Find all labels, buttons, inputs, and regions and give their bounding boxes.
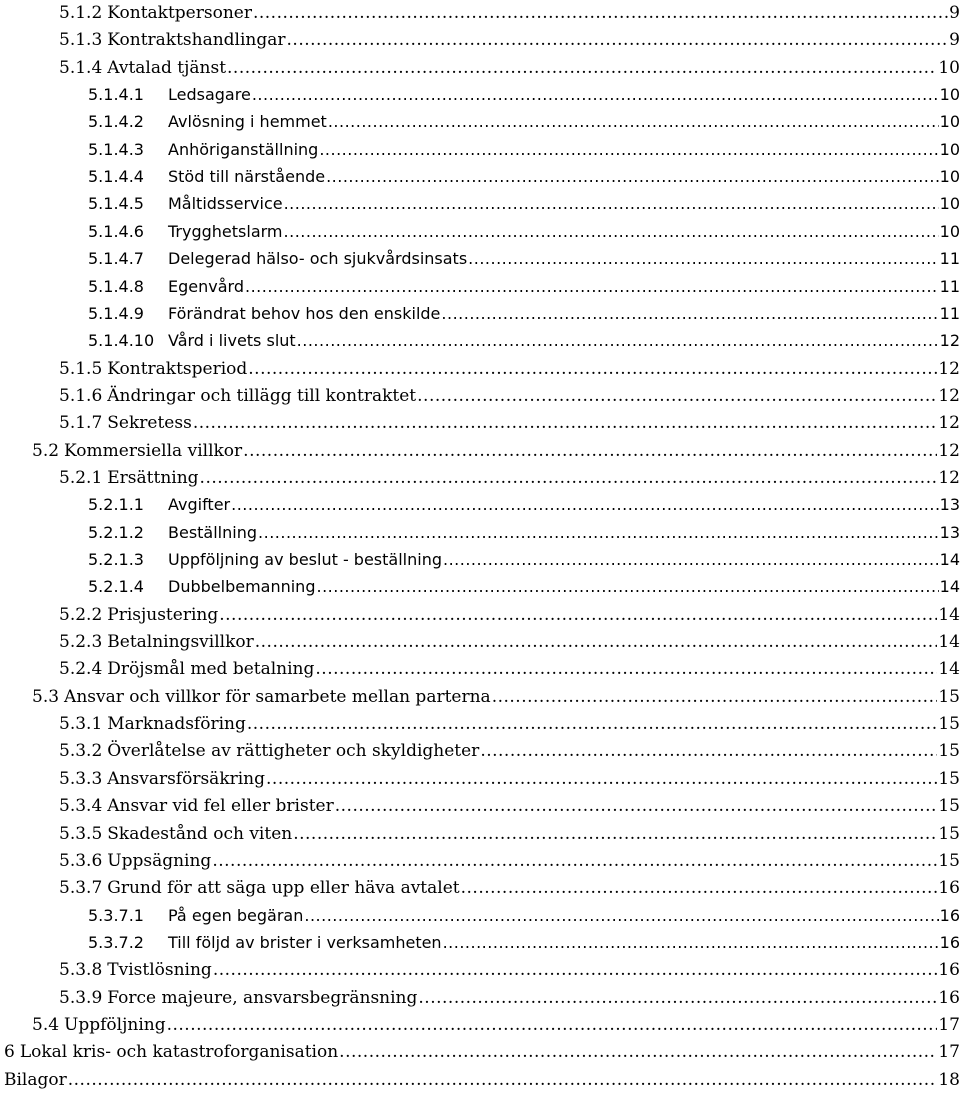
dot-leader bbox=[212, 847, 937, 875]
dot-leader bbox=[287, 26, 949, 54]
dot-leader bbox=[417, 382, 937, 410]
toc-entry-number: 5.3 bbox=[32, 686, 60, 707]
toc-entry[interactable] bbox=[59, 54, 960, 82]
toc-entry[interactable] bbox=[88, 300, 960, 328]
toc-entry[interactable] bbox=[59, 847, 960, 875]
toc-entry-page: 10 bbox=[938, 57, 960, 78]
toc-entry[interactable] bbox=[88, 573, 960, 601]
toc-entry-page: 14 bbox=[938, 659, 960, 680]
toc-entry-title: Kontraktshandlingar bbox=[107, 30, 286, 51]
dot-leader bbox=[253, 0, 948, 27]
toc-entry-title: Delegerad hälso- och sjukvårdsinsats bbox=[168, 249, 468, 269]
dot-leader bbox=[418, 984, 937, 1012]
toc-entry[interactable] bbox=[88, 136, 960, 164]
dot-leader bbox=[266, 765, 937, 793]
toc-entry[interactable] bbox=[59, 355, 960, 383]
toc-entry-title: Beställning bbox=[168, 522, 258, 542]
toc-entry-page: 18 bbox=[938, 1069, 960, 1090]
dot-leader bbox=[443, 546, 939, 574]
toc-entry-title: Vård i livets slut bbox=[168, 331, 296, 351]
toc-entry-number: 5.3.7.1 bbox=[88, 905, 144, 925]
toc-entry[interactable] bbox=[88, 546, 960, 574]
dot-leader bbox=[319, 136, 938, 164]
toc-entry-title: Överlåtelse av rättigheter och skyldigheter bbox=[107, 741, 480, 762]
toc-entry[interactable] bbox=[4, 1038, 960, 1066]
dot-leader bbox=[492, 683, 938, 711]
toc-entry-page: 9 bbox=[949, 3, 960, 23]
toc-entry-number: 5.2.4 bbox=[59, 659, 103, 680]
toc-entry-number: 5.1.4.8 bbox=[88, 276, 144, 296]
toc-entry[interactable] bbox=[59, 601, 960, 629]
toc-entry-page: 14 bbox=[938, 632, 960, 653]
toc-entry-title: Skadestånd och viten bbox=[107, 823, 293, 844]
toc-entry-number: 5.3.8 bbox=[59, 960, 103, 981]
dot-leader bbox=[200, 464, 938, 492]
toc-entry-title: Uppföljning bbox=[64, 1014, 166, 1035]
dot-leader bbox=[213, 956, 938, 984]
toc-entry[interactable] bbox=[59, 737, 960, 765]
toc-entry-title: Lokal kris- och katastroforganisation bbox=[19, 1042, 339, 1063]
toc-entry-number: 5.1.3 bbox=[59, 30, 103, 51]
toc-entry-title: Kontaktpersoner bbox=[107, 3, 252, 23]
toc-entry-page: 13 bbox=[939, 495, 960, 515]
toc-entry[interactable] bbox=[88, 519, 960, 547]
toc-entry-number: 5.1.4.5 bbox=[88, 194, 144, 214]
toc-entry[interactable] bbox=[32, 1011, 960, 1039]
toc-entry-title: Anhöriganställning bbox=[168, 139, 319, 159]
toc-entry[interactable] bbox=[59, 956, 960, 984]
toc-entry-page: 10 bbox=[939, 167, 960, 187]
dot-leader bbox=[480, 737, 937, 765]
toc-entry-page: 15 bbox=[938, 823, 960, 844]
dot-leader bbox=[219, 601, 937, 629]
dot-leader bbox=[248, 355, 937, 383]
dot-leader bbox=[293, 820, 937, 848]
toc-entry[interactable] bbox=[59, 874, 960, 902]
toc-entry-number: 5.3.7.2 bbox=[88, 932, 144, 952]
toc-entry-title: Avlösning i hemmet bbox=[168, 112, 327, 132]
toc-entry-title: Trygghetslarm bbox=[168, 221, 283, 241]
toc-entry-page: 10 bbox=[939, 112, 960, 132]
dot-leader bbox=[284, 218, 939, 246]
toc-entry-number: 5.1.4.1 bbox=[88, 85, 144, 105]
toc-entry[interactable] bbox=[88, 190, 960, 218]
toc-entry-title: Dröjsmål med betalning bbox=[107, 659, 315, 680]
dot-leader bbox=[328, 108, 939, 136]
toc-entry-title: Ändringar och tillägg till kontraktet bbox=[107, 385, 417, 406]
toc-entry-number: 5.2.1.4 bbox=[88, 577, 144, 597]
toc-entry-number: 5.2.1.2 bbox=[88, 522, 144, 542]
toc-entry-title: Force majeure, ansvarsbegränsning bbox=[107, 987, 418, 1008]
dot-leader bbox=[243, 437, 937, 465]
toc-entry-title: Ledsagare bbox=[168, 85, 251, 105]
toc-entry-page: 12 bbox=[938, 385, 960, 406]
toc-entry-page: 16 bbox=[938, 987, 960, 1008]
toc-entry-title: Ansvarsförsäkring bbox=[107, 768, 266, 789]
toc-entry[interactable] bbox=[88, 491, 960, 519]
toc-entry[interactable] bbox=[88, 218, 960, 246]
toc-entry-number: 5.2.1.3 bbox=[88, 550, 144, 569]
toc-entry[interactable] bbox=[59, 792, 960, 820]
toc-entry-title: Ersättning bbox=[107, 467, 199, 488]
dot-leader bbox=[441, 300, 938, 328]
dot-leader bbox=[247, 710, 938, 738]
toc-entry-number: 5.3.4 bbox=[59, 796, 103, 817]
toc-entry-page: 11 bbox=[939, 303, 960, 323]
toc-entry[interactable] bbox=[59, 710, 960, 738]
toc-entry-page: 15 bbox=[938, 741, 960, 762]
toc-entry-number: 5.2.1.1 bbox=[88, 495, 144, 515]
toc-entry-page: 14 bbox=[939, 577, 960, 597]
dot-leader bbox=[245, 273, 939, 301]
toc-entry-number: 5.2.2 bbox=[59, 604, 103, 625]
toc-entry-number: 5.1.4.10 bbox=[88, 331, 155, 351]
toc-entry-page: 15 bbox=[938, 686, 960, 707]
toc-entry-page: 12 bbox=[939, 331, 960, 351]
toc-entry-page: 15 bbox=[938, 714, 960, 735]
dot-leader bbox=[167, 1011, 938, 1039]
dot-leader bbox=[193, 409, 938, 437]
toc-entry-number: 5.3.2 bbox=[59, 741, 103, 762]
toc-entry[interactable] bbox=[88, 163, 960, 191]
toc-entry-page: 12 bbox=[938, 358, 960, 379]
toc-entry[interactable] bbox=[59, 0, 960, 27]
toc-entry[interactable] bbox=[59, 765, 960, 793]
toc-entry[interactable] bbox=[88, 929, 960, 957]
dot-leader bbox=[326, 163, 939, 191]
toc-entry[interactable] bbox=[59, 382, 960, 410]
toc-entry[interactable] bbox=[59, 628, 960, 656]
toc-entry-number: 5.2.3 bbox=[59, 632, 103, 653]
toc-entry-page: 13 bbox=[939, 522, 960, 542]
toc-entry[interactable] bbox=[59, 409, 960, 437]
toc-entry-title: Tvistlösning bbox=[107, 960, 212, 981]
toc-entry-title: På egen begäran bbox=[168, 905, 304, 925]
toc-entry-page: 16 bbox=[939, 905, 960, 925]
dot-leader bbox=[284, 190, 939, 218]
toc-entry-title: Förändrat behov hos den enskilde bbox=[168, 303, 441, 323]
toc-entry-title: Ansvar vid fel eller brister bbox=[107, 796, 334, 817]
toc-entry-page: 10 bbox=[939, 85, 960, 105]
toc-entry-number: 5.1.4.2 bbox=[88, 112, 144, 132]
dot-leader bbox=[468, 245, 938, 273]
toc-entry-page: 11 bbox=[939, 276, 960, 296]
toc-entry-number: 5.3.5 bbox=[59, 823, 103, 844]
toc-entry-title: Uppsägning bbox=[107, 850, 212, 871]
toc-entry[interactable] bbox=[88, 327, 960, 355]
toc-entry-page: 14 bbox=[939, 550, 960, 569]
toc-entry-title: Uppföljning av beslut - beställning bbox=[168, 550, 442, 569]
toc-entry[interactable] bbox=[88, 81, 960, 109]
toc-entry-page: 17 bbox=[938, 1014, 960, 1035]
toc-entry-title: Marknadsföring bbox=[107, 714, 246, 735]
dot-leader bbox=[339, 1038, 937, 1066]
toc-entry-title: Grund för att säga upp eller häva avtalet bbox=[107, 878, 460, 899]
toc-entry-page: 15 bbox=[938, 796, 960, 817]
dot-leader bbox=[316, 573, 938, 601]
toc-entry-page: 17 bbox=[938, 1042, 960, 1063]
toc-entry-number: 5.1.5 bbox=[59, 358, 103, 379]
toc-entry[interactable] bbox=[88, 902, 960, 930]
dot-leader bbox=[258, 519, 939, 547]
toc-entry-number: 5.1.2 bbox=[59, 3, 103, 23]
toc-entry-title: Kontraktsperiod bbox=[107, 358, 248, 379]
dot-leader bbox=[68, 1066, 938, 1094]
toc-entry[interactable] bbox=[59, 464, 960, 492]
dot-leader bbox=[252, 81, 939, 109]
toc-entry-number: 5.3.6 bbox=[59, 850, 103, 871]
toc-entry-page: 15 bbox=[938, 850, 960, 871]
toc-entry-number: 5.1.4.3 bbox=[88, 139, 144, 159]
toc-entry-number: 5.4 bbox=[32, 1014, 60, 1035]
toc-entry-title: Till följd av brister i verksamheten bbox=[168, 932, 442, 952]
toc-entry-page: 16 bbox=[938, 878, 960, 899]
toc-entry-number: 5.1.4 bbox=[59, 57, 103, 78]
toc-entry-page: 14 bbox=[938, 604, 960, 625]
dot-leader bbox=[231, 491, 939, 519]
dot-leader bbox=[335, 792, 938, 820]
toc-entry-number: 5.3.7 bbox=[59, 878, 103, 899]
toc-entry-number: 5.1.4.4 bbox=[88, 167, 144, 187]
toc-entry-title: Avtalad tjänst bbox=[107, 57, 227, 78]
toc-entry-title: Betalningsvillkor bbox=[107, 632, 254, 653]
toc-entry-number: 5.3.3 bbox=[59, 768, 103, 789]
toc-entry[interactable] bbox=[32, 683, 960, 711]
toc-entry[interactable] bbox=[59, 26, 960, 54]
dot-leader bbox=[227, 54, 937, 82]
toc-entry-title: Stöd till närstående bbox=[168, 167, 326, 187]
toc-entry-number: 5.1.6 bbox=[59, 385, 103, 406]
toc-entry-number: 5.1.7 bbox=[59, 413, 103, 434]
toc-entry-page: 16 bbox=[939, 932, 960, 952]
toc-entry-page: 10 bbox=[939, 139, 960, 159]
toc-entry-title: Avgifter bbox=[168, 495, 231, 515]
toc-entry-number: 5.3.9 bbox=[59, 987, 103, 1008]
toc-entry-number: 5.1.4.7 bbox=[88, 249, 144, 269]
toc-entry-number: 5.3.1 bbox=[59, 714, 103, 735]
toc-entry-page: 16 bbox=[938, 960, 960, 981]
toc-entry-title: Egenvård bbox=[168, 276, 244, 296]
toc-entry-number: 5.1.4.9 bbox=[88, 303, 144, 323]
toc-entry[interactable] bbox=[59, 820, 960, 848]
toc-entry[interactable] bbox=[88, 273, 960, 301]
toc-entry-title: Sekretess bbox=[107, 413, 192, 434]
toc-entry-page: 12 bbox=[938, 413, 960, 434]
toc-entry-number: 6 bbox=[4, 1042, 15, 1063]
toc-entry[interactable] bbox=[88, 245, 960, 273]
toc-entry-title: Kommersiella villkor bbox=[64, 440, 243, 461]
toc-entry[interactable] bbox=[88, 108, 960, 136]
toc-entry-page: 10 bbox=[939, 221, 960, 241]
toc-entry-page: 12 bbox=[938, 467, 960, 488]
toc-entry-number: 5.2 bbox=[32, 440, 60, 461]
toc-entry-number: 5.2.1 bbox=[59, 467, 103, 488]
toc-entry-number: 5.1.4.6 bbox=[88, 221, 144, 241]
toc-entry-page: 15 bbox=[938, 768, 960, 789]
toc-entry[interactable] bbox=[4, 1066, 960, 1094]
toc-entry-title: Bilagor bbox=[4, 1069, 67, 1090]
dot-leader bbox=[443, 929, 939, 957]
toc-entry-title: Prisjustering bbox=[107, 604, 219, 625]
toc-entry[interactable] bbox=[32, 437, 960, 465]
dot-leader bbox=[315, 655, 937, 683]
toc-entry-title: Måltidsservice bbox=[168, 194, 283, 214]
toc-entry[interactable] bbox=[59, 984, 960, 1012]
toc-entry-title: Dubbelbemanning bbox=[168, 577, 316, 597]
dot-leader bbox=[255, 628, 938, 656]
dot-leader bbox=[461, 874, 938, 902]
dot-leader bbox=[304, 902, 938, 930]
toc-entry-page: 9 bbox=[949, 30, 960, 51]
toc-entry-page: 11 bbox=[939, 249, 960, 269]
toc-entry[interactable] bbox=[59, 655, 960, 683]
toc-entry-title: Ansvar och villkor för samarbete mellan parterna bbox=[64, 686, 491, 707]
toc-entry-page: 10 bbox=[939, 194, 960, 214]
toc-entry-page: 12 bbox=[938, 440, 960, 461]
dot-leader bbox=[297, 327, 939, 355]
